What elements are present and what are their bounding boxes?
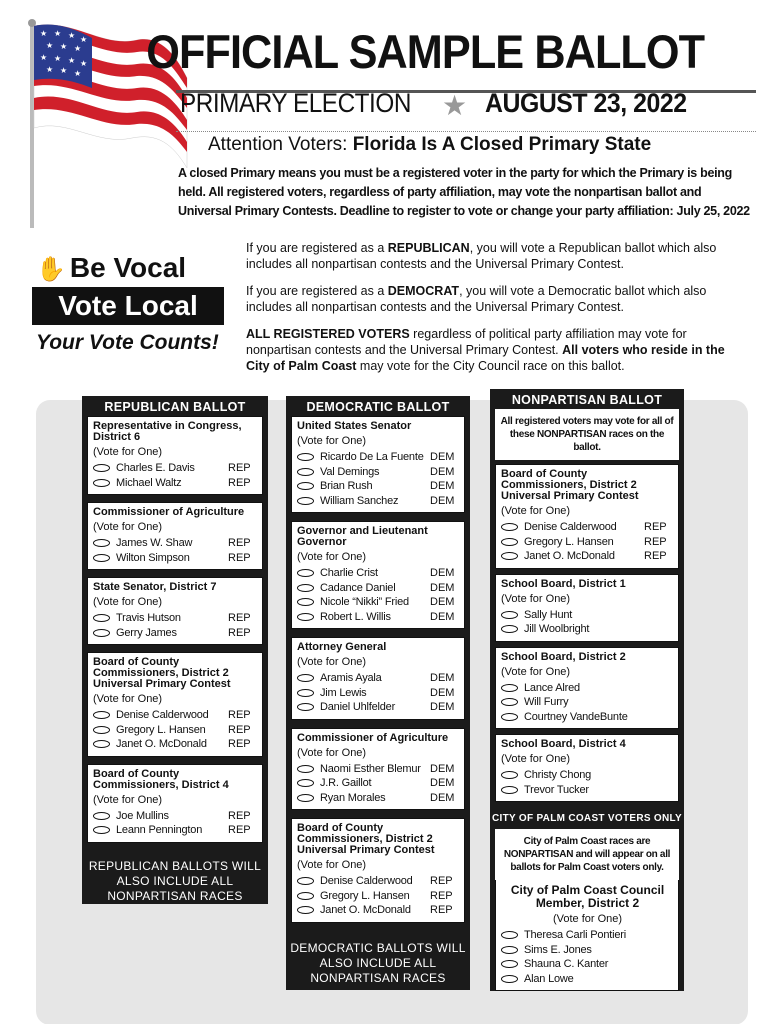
race-box [291, 521, 465, 629]
candidate-row[interactable] [297, 686, 460, 701]
candidate-row[interactable] [501, 608, 674, 623]
info-democrat [246, 283, 751, 315]
candidate-row[interactable] [93, 461, 258, 476]
vote-oval[interactable] [93, 554, 110, 562]
vote-oval[interactable] [297, 468, 314, 476]
slogan-line1: Be Vocal [69, 252, 187, 283]
vote-oval[interactable] [297, 584, 314, 592]
race-title: Attorney General [297, 641, 387, 653]
candidate-name: Naomi Esther Blemur [320, 762, 421, 775]
vote-for-one-label: (Vote for One) [501, 592, 571, 605]
democratic-races [286, 416, 470, 923]
nonpartisan-ballot-heading: NONPARTISAN BALLOT [511, 393, 663, 407]
vote-oval[interactable] [501, 975, 518, 983]
race-box [291, 728, 465, 811]
candidate-party: REP [228, 626, 251, 639]
candidate-row[interactable] [501, 681, 674, 696]
svg-text:★: ★ [54, 54, 62, 63]
vote-oval[interactable] [501, 698, 518, 706]
vote-for-one-label: (Vote for One) [501, 505, 571, 517]
vote-oval[interactable] [501, 771, 518, 779]
svg-text:★: ★ [40, 29, 48, 38]
candidate-row[interactable] [93, 626, 258, 641]
candidate-row[interactable] [297, 700, 460, 715]
slogan-be-vocal [36, 252, 186, 284]
candidate-name: Theresa Carli Pontieri [524, 929, 626, 942]
vote-for-one-label: (Vote for One) [93, 596, 163, 608]
svg-text:★: ★ [74, 44, 82, 53]
vote-oval[interactable] [297, 674, 314, 682]
vote-for-one-label: (Vote for One) [501, 753, 571, 765]
candidate-name: Janet O. McDonald [116, 738, 207, 751]
candidate-name: Jill Woolbright [524, 623, 590, 636]
race-title: Representative in Congress, District 6 [93, 420, 242, 443]
info-text: If you are registered as a [246, 284, 385, 298]
slogan-vote-local: Vote Local [32, 287, 224, 325]
candidate-name: Val Demings [320, 465, 380, 478]
svg-text:★: ★ [46, 41, 54, 50]
vote-oval[interactable] [297, 482, 314, 490]
candidate-row[interactable] [297, 762, 460, 777]
info-bold: DEMOCRAT [387, 284, 460, 298]
attention-bold: Florida Is A Closed Primary State [352, 134, 652, 155]
candidate-party: DEM [430, 777, 455, 790]
svg-text:★: ★ [80, 35, 88, 44]
candidate-name: J.R. Gaillot [320, 777, 372, 790]
candidate-party: DEM [430, 581, 455, 594]
candidate-party: DEM [430, 686, 455, 699]
intro-body: A closed Primary means you must be a registered voter in the party for which the Primary is being held. All registered voters, regardless of party affiliation, may vote the nonpartisan ballot and Universal Primary Contests. Deadline to register to vote or change your party affiliation: [178, 166, 732, 218]
candidate-name: Sims E. Jones [524, 943, 592, 956]
candidate-name: Travis Hutson [116, 612, 181, 625]
candidate-name: Denise Calderwood [524, 521, 617, 534]
candidate-name: Gerry James [116, 626, 177, 639]
candidate-party: REP [228, 809, 251, 822]
republican-ballot-column [82, 396, 268, 904]
vote-oval[interactable] [93, 539, 110, 547]
vote-oval[interactable] [297, 569, 314, 577]
candidate-name: Alan Lowe [524, 972, 574, 985]
candidate-row[interactable] [297, 610, 460, 625]
democratic-ballot-column [286, 396, 470, 990]
candidate-party: REP [430, 889, 453, 902]
candidate-party: REP [228, 738, 251, 751]
svg-text:★: ★ [60, 42, 68, 51]
vote-oval[interactable] [93, 826, 110, 834]
palm-coast-council-race [495, 880, 679, 991]
svg-text:★: ★ [46, 65, 54, 74]
candidate-name: Christy Chong [524, 769, 592, 782]
race-title: Board of County Commissioners, District 2 Universal Primary Contest [501, 468, 639, 502]
election-date: AUGUST 23, 2022 [485, 88, 687, 118]
candidate-name: Brian Rush [320, 480, 373, 493]
vote-oval[interactable] [501, 611, 518, 619]
vote-oval[interactable] [501, 946, 518, 954]
candidate-party: REP [228, 537, 251, 550]
vote-oval[interactable] [297, 453, 314, 461]
candidate-row[interactable] [297, 791, 460, 806]
svg-text:★: ★ [60, 66, 68, 75]
candidate-row[interactable] [297, 494, 460, 509]
info-text: , you will vote a Democratic ballot which also includes all nonpartisan contests and the Universal Primary Contest. [246, 284, 707, 314]
candidate-party: REP [430, 904, 453, 917]
candidate-row[interactable] [501, 928, 674, 943]
race-title: Board of County Commissioners, District 2 Universal Primary Contest [297, 822, 435, 856]
candidate-party: DEM [430, 672, 455, 685]
race-title: School Board, District 4 [501, 738, 626, 750]
candidate-row[interactable] [297, 581, 460, 596]
candidate-row[interactable] [501, 535, 674, 550]
candidate-row[interactable] [93, 809, 258, 824]
candidate-name: Lance Alred [524, 681, 580, 694]
candidate-name: Denise Calderwood [116, 709, 209, 722]
candidate-party: DEM [430, 701, 455, 714]
race-box [87, 577, 263, 645]
candidate-party: REP [430, 875, 453, 888]
vote-for-one-label: (Vote for One) [297, 746, 367, 759]
vote-oval[interactable] [297, 598, 314, 606]
ballot-title: OFFICIAL SAMPLE BALLOT [146, 25, 705, 78]
info-bold: All voters who reside in the City of Palm Coast [246, 343, 725, 373]
candidate-row[interactable] [297, 450, 460, 465]
vote-for-one-label: (Vote for One) [552, 913, 623, 925]
attention-line [208, 134, 651, 156]
info-text: may vote for the City Council race on this ballot. [359, 359, 625, 373]
race-title: Board of County Commissioners, District 2 Universal Primary Contest [93, 656, 231, 690]
candidate-row[interactable] [297, 566, 460, 581]
candidate-row[interactable] [501, 957, 674, 972]
vote-oval[interactable] [501, 786, 518, 794]
candidate-row[interactable] [93, 536, 258, 551]
candidate-name: Robert L. Willis [320, 610, 391, 623]
vote-for-one-label: (Vote for One) [501, 665, 571, 678]
candidate-name: Nicole “Nikki” Fried [320, 596, 409, 609]
candidate-name: Trevor Tucker [524, 783, 589, 796]
candidate-row[interactable] [93, 611, 258, 626]
candidate-row[interactable] [297, 889, 460, 904]
race-box [87, 764, 263, 843]
race-box [495, 464, 679, 569]
candidate-row[interactable] [93, 551, 258, 566]
candidate-name: Leann Pennington [116, 824, 203, 837]
vote-oval[interactable] [501, 625, 518, 633]
vote-oval[interactable] [501, 931, 518, 939]
candidate-party: REP [644, 550, 667, 563]
race-title: United States Senator [297, 420, 412, 432]
candidate-party: DEM [430, 494, 455, 507]
candidate-row[interactable] [297, 776, 460, 791]
candidate-row[interactable] [93, 723, 258, 738]
candidate-row[interactable] [297, 479, 460, 494]
candidate-row[interactable] [501, 695, 674, 710]
vote-oval[interactable] [297, 703, 314, 711]
vote-oval[interactable] [297, 906, 314, 914]
candidate-row[interactable] [501, 783, 674, 798]
candidate-row[interactable] [93, 476, 258, 491]
vote-oval[interactable] [297, 689, 314, 697]
vote-oval[interactable] [93, 614, 110, 622]
vote-oval[interactable] [501, 552, 518, 560]
candidate-party: DEM [430, 596, 455, 609]
vote-oval[interactable] [501, 713, 518, 721]
candidate-name: Courtney VandeBunte [524, 710, 628, 723]
candidate-row[interactable] [93, 737, 258, 752]
vote-oval[interactable] [297, 892, 314, 900]
republican-races [82, 416, 268, 843]
intro-text [178, 164, 753, 221]
candidate-name: James W. Shaw [116, 537, 193, 550]
nonpartisan-races [490, 464, 684, 802]
race-title: State Senator, District 7 [93, 581, 217, 593]
candidate-name: Sally Hunt [524, 608, 573, 621]
candidate-party: REP [228, 824, 251, 837]
republican-ballot-heading: REPUBLICAN BALLOT [104, 400, 246, 414]
primary-election-label: PRIMARY ELECTION [180, 88, 411, 118]
info-text: , you will vote a Republican ballot which also includes all nonpartisan contests and the Universal Primary Contest. [246, 241, 717, 271]
candidate-name: Gregory L. Hansen [320, 889, 410, 902]
candidate-row[interactable] [501, 549, 674, 564]
vote-oval[interactable] [93, 479, 110, 487]
info-republican [246, 240, 751, 272]
candidate-name: Janet O. McDonald [524, 550, 615, 563]
svg-text:★: ★ [74, 69, 82, 78]
vote-oval[interactable] [93, 629, 110, 637]
race-box [87, 652, 263, 757]
vote-oval[interactable] [297, 765, 314, 773]
registration-deadline: July 25, 2022 [676, 204, 750, 218]
palm-coast-heading: CITY OF PALM COAST VOTERS ONLY [492, 813, 682, 824]
race-box [495, 734, 679, 802]
candidate-name: Janet O. McDonald [320, 904, 411, 917]
vote-oval[interactable] [93, 711, 110, 719]
vote-for-one-label: (Vote for One) [297, 859, 367, 871]
candidate-name: Gregory L. Hansen [524, 535, 614, 548]
info-bold: ALL REGISTERED VOTERS [246, 327, 410, 341]
candidate-party: REP [228, 612, 251, 625]
vote-oval[interactable] [297, 794, 314, 802]
candidate-party: REP [228, 462, 251, 475]
candidate-name: Charles E. Davis [116, 462, 195, 475]
race-box [495, 574, 679, 642]
candidate-name: Ricardo De La Fuente [320, 451, 424, 464]
vote-for-one-label: (Vote for One) [93, 521, 163, 533]
race-title: Commissioner of Agriculture [297, 731, 449, 744]
slogan-your-vote-counts: Your Vote Counts! [36, 331, 219, 354]
candidate-name: Denise Calderwood [320, 875, 413, 888]
democratic-note: DEMOCRATIC BALLOTS WILL ALSO INCLUDE ALL NONPARTISAN RACES [290, 940, 466, 985]
nonpartisan-blurb: All registered voters may vote for all of these NONPARTISAN races on the ballot. [495, 409, 679, 460]
vote-oval[interactable] [93, 812, 110, 820]
vote-for-one-label: (Vote for One) [297, 551, 367, 563]
race-box [87, 416, 263, 495]
vote-oval[interactable] [297, 877, 314, 885]
candidate-row[interactable] [297, 671, 460, 686]
vote-oval[interactable] [297, 497, 314, 505]
candidate-name: William Sanchez [320, 494, 399, 507]
candidate-party: REP [228, 723, 251, 736]
race-title: Commissioner of Agriculture [93, 506, 245, 518]
candidate-party: DEM [430, 762, 455, 775]
candidate-row[interactable] [501, 943, 674, 958]
candidate-party: DEM [430, 567, 455, 580]
candidate-party: DEM [430, 451, 455, 464]
candidate-name: Daniel Uhlfelder [320, 701, 396, 714]
vote-oval[interactable] [501, 684, 518, 692]
candidate-party: REP [228, 476, 251, 489]
candidate-name: Cadance Daniel [320, 581, 396, 594]
vote-for-one-label: (Vote for One) [297, 656, 367, 668]
info-text: regardless of political party affiliation may vote for nonpartisan contests and the Universal Primary Contest. [246, 327, 687, 357]
candidate-row[interactable] [501, 622, 674, 637]
nonpartisan-ballot-column [490, 389, 684, 991]
candidate-row[interactable] [297, 903, 460, 918]
vote-oval[interactable] [297, 613, 314, 621]
candidate-name: Charlie Crist [320, 567, 378, 580]
race-title: City of Palm Coast Council Member, District 2 [510, 883, 665, 910]
candidate-party: DEM [430, 480, 455, 493]
candidate-name: Michael Waltz [116, 476, 182, 489]
candidate-name: Jim Lewis [320, 686, 367, 699]
svg-text:★: ★ [54, 29, 62, 38]
vote-oval[interactable] [93, 464, 110, 472]
candidate-name: Wilton Simpson [116, 551, 190, 564]
vote-oval[interactable] [297, 779, 314, 787]
info-bold: REPUBLICAN [387, 241, 470, 255]
republican-note: REPUBLICAN BALLOTS WILL ALSO INCLUDE ALL NONPARTISAN RACES [88, 858, 262, 903]
race-box [291, 818, 465, 923]
vote-for-one-label: (Vote for One) [93, 446, 163, 458]
race-title: Board of County Commissioners, District 4 [93, 767, 229, 791]
info-all-voters [246, 326, 751, 374]
race-title: School Board, District 2 [501, 650, 626, 663]
candidate-party: REP [644, 535, 667, 548]
vote-oval[interactable] [93, 740, 110, 748]
candidate-row[interactable] [501, 972, 674, 987]
vote-oval[interactable] [501, 960, 518, 968]
vote-oval[interactable] [93, 726, 110, 734]
attention-prefix: Attention Voters: [208, 134, 348, 155]
candidate-party: REP [644, 521, 667, 534]
candidate-party: DEM [430, 791, 455, 804]
race-box [495, 647, 679, 730]
candidate-party: DEM [430, 465, 455, 478]
svg-text:★: ★ [80, 59, 88, 68]
race-box [291, 637, 465, 720]
vote-for-one-label: (Vote for One) [297, 435, 367, 447]
star-icon: ★ [442, 90, 468, 121]
candidate-name: Aramis Ayala [320, 672, 382, 685]
palm-coast-blurb: City of Palm Coast races are NONPARTISAN and will appear on all ballots for Palm Coast voters only. [495, 829, 679, 880]
svg-text:★: ★ [40, 53, 48, 62]
candidate-row[interactable] [297, 465, 460, 480]
candidate-party: REP [228, 551, 251, 564]
race-title: Governor and Lieutenant Governor [297, 525, 428, 548]
candidate-name: Will Furry [524, 696, 569, 709]
vote-for-one-label: (Vote for One) [93, 793, 163, 806]
race-box [291, 416, 465, 513]
candidate-name: Shauna C. Kanter [524, 958, 609, 971]
candidate-party: REP [228, 709, 251, 722]
candidate-name: Joe Mullins [116, 809, 169, 822]
candidate-row[interactable] [297, 595, 460, 610]
candidate-party: DEM [430, 610, 455, 623]
candidate-name: Gregory L. Hansen [116, 723, 206, 736]
svg-text:★: ★ [68, 56, 76, 65]
vote-for-one-label: (Vote for One) [93, 693, 163, 705]
candidate-row[interactable] [93, 823, 258, 838]
race-title: School Board, District 1 [501, 577, 626, 590]
candidate-row[interactable] [501, 768, 674, 783]
race-box [87, 502, 263, 570]
candidate-row[interactable] [297, 874, 460, 889]
candidate-name: Ryan Morales [320, 791, 386, 804]
democratic-ballot-heading: DEMOCRATIC BALLOT [306, 400, 450, 414]
candidate-row[interactable] [501, 710, 674, 725]
raised-hand-icon: ✋ [36, 256, 66, 283]
vote-oval[interactable] [501, 538, 518, 546]
svg-text:★: ★ [68, 31, 76, 40]
candidate-row[interactable] [501, 520, 674, 535]
vote-oval[interactable] [501, 523, 518, 531]
candidate-row[interactable] [93, 708, 258, 723]
info-text: If you are registered as a [246, 241, 385, 255]
